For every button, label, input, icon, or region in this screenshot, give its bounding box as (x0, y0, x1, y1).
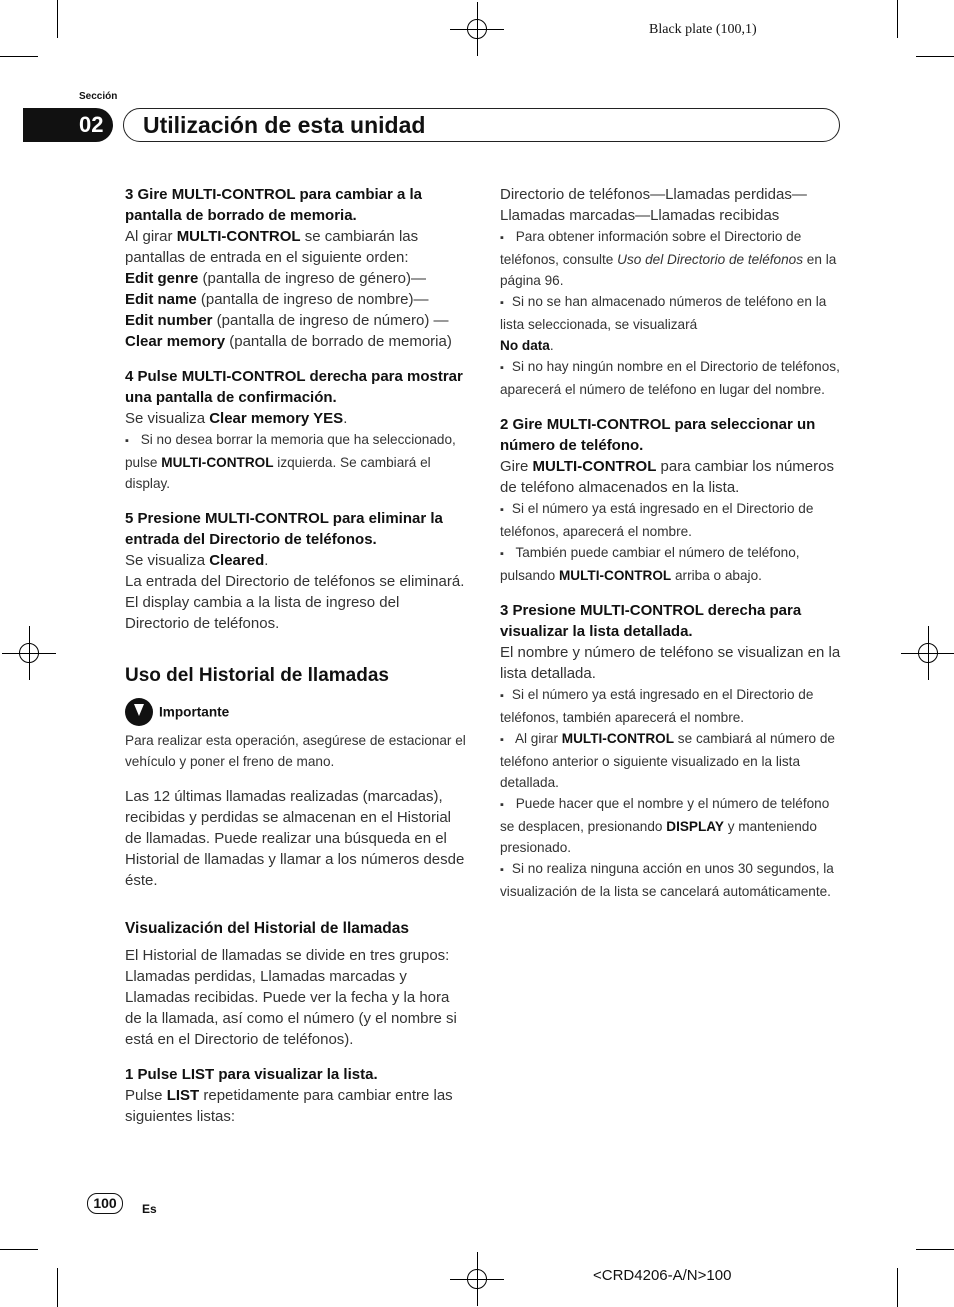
text: para cambiar los números de teléfono almacenados en la lista. (500, 458, 834, 496)
important-icon (125, 698, 153, 726)
crop-mark (0, 1249, 38, 1250)
crop-mark (57, 0, 58, 38)
step-3-title: 3 Gire MULTI-CONTROL para cambiar a la pantalla de borrado de memoria. (125, 186, 423, 224)
text-bold: DISPLAY (666, 819, 724, 834)
note-continued (500, 335, 842, 356)
left-column (125, 184, 467, 1127)
text-bold: Edit genre (125, 270, 199, 287)
crop-mark (897, 1268, 898, 1307)
text: . (549, 338, 554, 353)
step-5-title: 5 Presione MULTI-CONTROL para eliminar la entrada del Directorio de teléfonos. (125, 510, 443, 548)
text: Al girar (514, 731, 562, 746)
text: (pantalla de ingreso de número) — (212, 312, 449, 329)
registration-mark (462, 1264, 492, 1294)
step-4-note (125, 429, 467, 494)
text: . (343, 410, 348, 427)
step-3-body (125, 226, 467, 352)
paragraph: El Historial de llamadas se divide en tres grupos: Llamadas perdidas, Llamadas marcadas y Llamadas recibidas. Puede ver la fecha y la hora de la llamada, así como el número (y el nombre si está en el Directorio de teléfonos). (125, 947, 457, 1048)
text: arriba o abajo. (671, 568, 762, 583)
section-title: Utilización de esta unidad (143, 112, 426, 138)
note: ▪ Si el número ya está ingresado en el Directorio de teléfonos, también aparecerá el nombre. (500, 684, 842, 728)
step-4-title: 4 Pulse MULTI-CONTROL derecha para mostrar una pantalla de confirmación. (125, 368, 463, 406)
text: repetidamente para cambiar entre las siguientes listas: (125, 1087, 453, 1125)
paragraph: Las 12 últimas llamadas realizadas (marcadas), recibidas y perdidas se almacenan en el Historial de llamadas. Puede realizar una búsqueda en el Historial de llamadas y llamar a los números desde éste. (125, 788, 465, 889)
step-5-body (125, 550, 467, 571)
text-bold: Clear memory (125, 333, 226, 350)
crop-mark (916, 56, 954, 57)
text: Gire (500, 458, 533, 475)
text-bold: MULTI-CONTROL (532, 458, 657, 475)
text: Puede hacer que el nombre y el número de teléfono se desplacen, presionando (500, 796, 830, 834)
text: y manteniendo presionado. (500, 819, 817, 855)
section-heading: Uso del Historial de llamadas (125, 665, 389, 686)
note (500, 226, 842, 291)
step-2-body (500, 456, 842, 498)
text: (pantalla de borrado de memoria) (225, 333, 452, 350)
step-2-title: 2 Gire MULTI-CONTROL para seleccionar un número de teléfono. (500, 416, 816, 454)
note (500, 728, 842, 793)
text: Para obtener información sobre el Directorio de teléfonos, consulte (500, 229, 802, 267)
text-bold: MULTI-CONTROL (558, 568, 672, 583)
text-italic: Uso del Directorio de teléfonos (617, 252, 804, 267)
text: Al girar (125, 228, 177, 245)
subsection-heading: Visualización del Historial de llamadas (125, 920, 409, 937)
note: ▪ Si no hay ningún nombre en el Directorio de teléfonos, aparecerá el número de teléfono en lugar del nombre. (500, 356, 842, 400)
note: ▪ Si el número ya está ingresado en el Directorio de teléfonos, aparecerá el nombre. (500, 498, 842, 542)
text: (pantalla de ingreso de género)— (198, 270, 427, 287)
important-label: Importante (159, 704, 230, 720)
page-number: 100 (87, 1193, 123, 1214)
registration-mark (14, 638, 44, 668)
text: se cambiará al número de teléfono anterior o siguiente visualizado en la lista detallada. (500, 731, 835, 790)
list-order: Directorio de teléfonos—Llamadas perdidas—Llamadas marcadas—Llamadas recibidas (500, 186, 807, 224)
note: ▪ Si no realiza ninguna acción en unos 30 segundos, la visualización de la lista se cancelará automáticamente. (500, 858, 842, 902)
plate-label: Black plate (100,1) (649, 22, 757, 37)
document-code: <CRD4206-A/N>100 (593, 1267, 732, 1284)
crop-mark (897, 0, 898, 38)
text: . (264, 552, 269, 569)
text: Se visualiza (125, 410, 210, 427)
language-code: Es (142, 1202, 157, 1216)
text: Si no desea borrar la memoria que ha seleccionado, pulse (125, 432, 456, 470)
crop-mark (916, 1249, 954, 1250)
section-label: Sección (79, 91, 118, 102)
step-3-title: 3 Presione MULTI-CONTROL derecha para visualizar la lista detallada. (500, 602, 802, 640)
text: (pantalla de ingreso de nombre)— (196, 291, 429, 308)
text-bold: MULTI-CONTROL (561, 731, 675, 746)
crop-mark (57, 1268, 58, 1307)
step-4-body (125, 408, 467, 429)
text: en la página 96. (500, 252, 837, 288)
text-bold: No data (500, 338, 550, 353)
text-bold: Edit name (125, 291, 197, 308)
section-number-badge (23, 108, 113, 142)
text-bold: Clear memory YES (209, 410, 344, 427)
right-column (500, 184, 842, 902)
registration-mark (913, 638, 943, 668)
important-text: Para realizar esta operación, asegúrese de estacionar el vehículo y poner el freno de mano. (125, 733, 466, 769)
text: Se visualiza (125, 552, 210, 569)
crop-mark (0, 56, 38, 57)
registration-mark (462, 14, 492, 44)
text: izquierda. Se cambiará el display. (125, 455, 431, 491)
text: se cambiarán las pantallas de entrada en el siguiente orden: (125, 228, 419, 266)
step-1-title: 1 Pulse LIST para visualizar la lista. (125, 1066, 378, 1083)
text: También puede cambiar el número de teléfono, pulsando (500, 545, 800, 583)
section-number: 02 (79, 112, 104, 137)
text: Pulse (125, 1087, 167, 1104)
note (500, 542, 842, 586)
text-bold: LIST (166, 1087, 200, 1104)
important-notice (125, 698, 467, 726)
text-bold: Edit number (125, 312, 213, 329)
step-3-body: El nombre y número de teléfono se visualizan en la lista detallada. (500, 644, 841, 682)
text-bold: MULTI-CONTROL (176, 228, 301, 245)
step-5-detail: La entrada del Directorio de teléfonos se eliminará. El display cambia a la lista de ingreso del Directorio de teléfonos. (125, 573, 465, 632)
step-1-body (125, 1085, 467, 1127)
text-bold: MULTI-CONTROL (161, 455, 274, 470)
note: ▪ Si no se han almacenado números de teléfono en la lista seleccionada, se visualizará (500, 291, 842, 335)
text-bold: Cleared (209, 552, 265, 569)
note (500, 793, 842, 858)
